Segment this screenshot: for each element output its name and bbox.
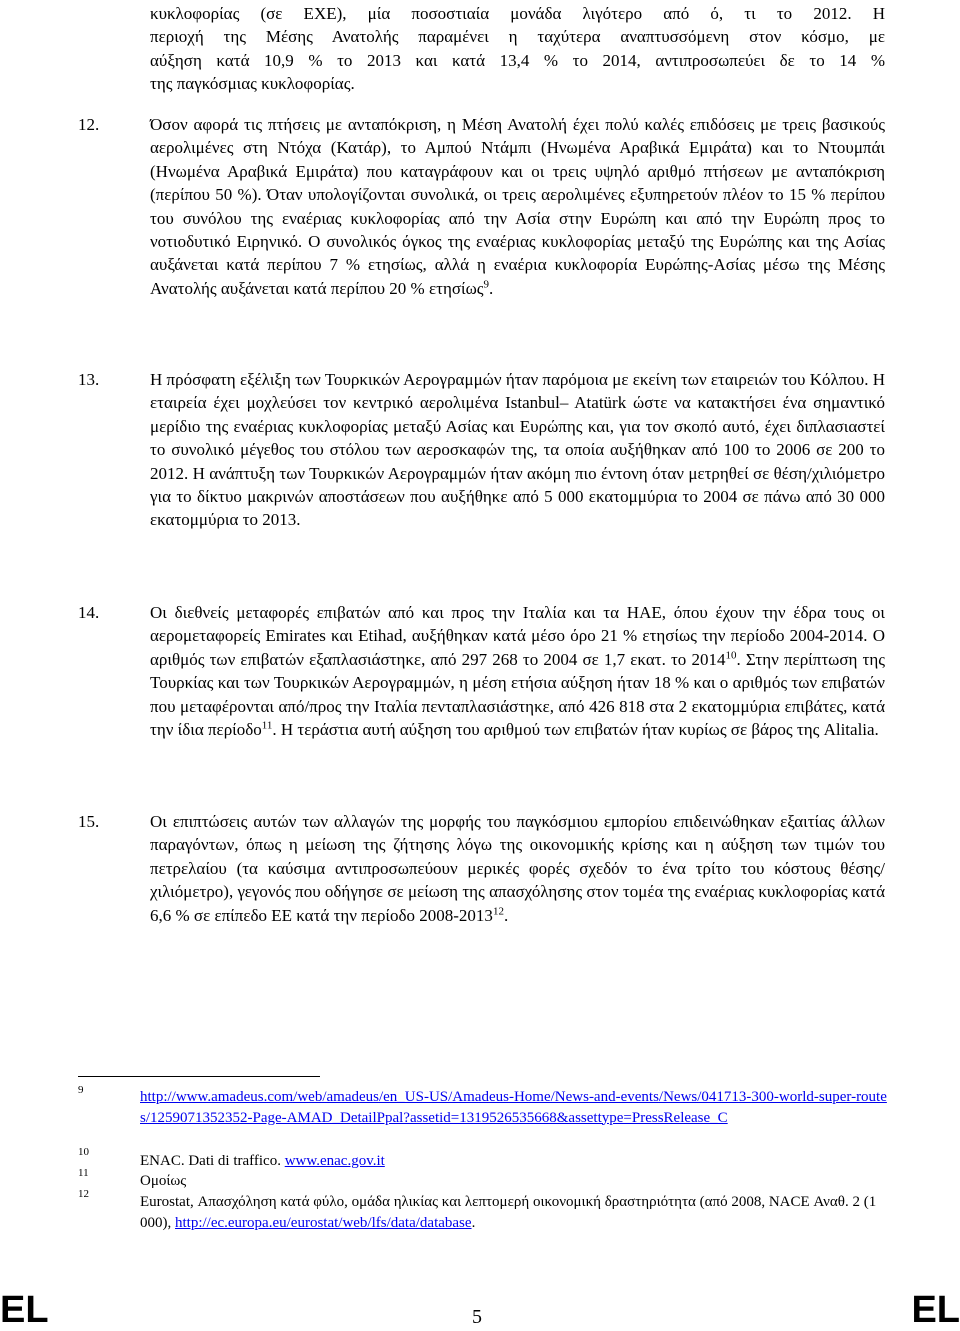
intro-line: της παγκόσμιας κυκλοφορίας. xyxy=(150,74,355,94)
footnote-number: 11 xyxy=(78,1167,89,1179)
paragraph-13: Η πρόσφατη εξέλιξη των Τουρκικών Αερογραμμών ήταν παρόμοια με εκείνη των εταιρειών του Κόλπου. Η εταιρεία έχει μοχλεύσει τον κεντρικό αερολιμένα Istanbul– Atatürk ώστε να κατακτήσει ένα σημαντικό μερίδιο της εναέριας κυκλοφορίας μεταξύ Ασίας και Ευρώπης και, για τον σκοπό αυτό, έχει διπλασιαστεί το συνολικό μέγεθος του στόλου των αεροσκαφών της, τα οποία αυξήθηκαν από 100 το 2006 σε 200 το 2012. Η ανάπτυξη των Τουρκικών Αερογραμμών ήταν ακόμη πιο έντονη όταν μετρηθεί σε θέση/χιλιόμετρο για το δίκτυο μακρινών αποστάσεων που αυξήθηκε από 5 000 εκατομμύρια το 2004 σε πάνω από 30 000 εκατομμύρια το 2013. xyxy=(150,370,885,530)
paragraph-text: Οι επιπτώσεις αυτών των αλλαγών της μορφής του παγκόσμιου εμπορίου επιδεινώθηκαν εξαιτίας άλλων παραγόντων, όπως η μείωση της ζήτησης λόγω της οικονομικής κρίσης και η αύξηση των τιμών του πετρελαίου (τα καύσιμα αντιπροσωπεύουν μερικές φορές σχεδόν το ένα τρίτο του κόστους θέσης/χιλιόμετρο), γεγονός που οδήγησε σε μείωση της απασχόλησης στον τομέα της εναέριας κυκλοφορίας κατά 6,6 % σε επίπεδο ΕΕ κατά την περίοδο 2008-2013 xyxy=(150,812,885,925)
footnote-text: Eurostat, Απασχόληση κατά φύλο, ομάδα ηλικίας και λεπτομερή οικονομική δραστηριότητα (από 2008, NACE Αναθ. 2 (1 000), xyxy=(140,1194,877,1231)
footnote-11: Ομοίως xyxy=(140,1173,187,1189)
paragraph-14 xyxy=(150,601,885,741)
footnote-reference[interactable]: 12 xyxy=(492,904,504,917)
footnote-link[interactable]: http://ec.europa.eu/eurostat/web/lfs/data/database xyxy=(175,1214,472,1231)
paragraph-number: 12. xyxy=(78,115,100,134)
paragraph-text: . Στην περίπτωση της Τουρκίας και των Τουρκικών Αερογραμμών, η μέση ετήσια αύξηση ήταν 18 % και ο αριθμός των επιβατών που μεταφέρονται από/προς την Ιταλία πενταπλασιάστηκε, από 426 818 στα 2 εκατομμύρια επιβάτες, κατά την ίδια περίοδο xyxy=(150,649,885,740)
intro-line: αύξηση κατά 10,9 % το 2013 και κατά 13,4 % το 2014, αντιπροσωπεύει δε το 14 % xyxy=(150,50,885,70)
intro-line: κυκλοφορίας (σε ΕΧΕ), μία ποσοστιαία μονάδα λιγότερο από ό, τι το 2012. Η xyxy=(150,4,885,23)
footnote-text: . xyxy=(471,1214,476,1231)
footnote-number: 9 xyxy=(78,1084,84,1096)
paragraph-text: Οι διεθνείς μεταφορές επιβατών από και προς την Ιταλία και τα ΗΑΕ, όπου έχουν την έδρα τους οι αερομεταφορείς Emirates και Etihad, αυξήθηκαν κατά μέσο όρο 21 % ετησίως την περίοδο 2004-2014. Ο αριθμός των επιβατών εξαπλασιάστηκε, από 297 268 το 2004 σε 1,7 εκατ. το 2014 xyxy=(150,603,885,669)
footnote-text: ENAC. Dati di traffico. xyxy=(140,1153,285,1169)
footnote-link[interactable]: www.enac.gov.it xyxy=(284,1153,385,1169)
intro-line: περιοχή της Μέσης Ανατολής παραμένει η ταχύτερα αναπτυσσόμενη στον κόσμο, με xyxy=(150,27,885,47)
paragraph-text: Όσον αφορά τις πτήσεις με ανταπόκριση, η Μέση Ανατολή έχει πολύ καλές επιδόσεις με τρεις βασικούς αερολιμένες στη Ντόχα (Κατάρ), το Αμπού Ντάμπι (Ηνωμένα Αραβικά Εμιράτα) και το Ντουμπάι (Ηνωμένα Αραβικά Εμιράτα) που καταγράφουν και οι τρεις υψηλό αριθμό πτήσεων με ανταπόκριση (περίπου 50 %). Όταν υπολογίζονται συνολικά, οι τρεις αερολιμένες εξυπηρετούν πλέον το 15 % περίπου του συνόλου της εναέριας κυκλοφορίας από την Ασία στην Ευρώπη και από την Ευρώπη προς το νοτιοδυτικό Ειρηνικό. Ο συνολικός όγκος της εναέριας κυκλοφορίας μεταξύ της Ευρώπης και της Ασίας αυξάνεται κατά περίπου 7 % ετησίως, αλλά η εναέρια κυκλοφορία Ευρώπης-Ασίας μέσω της Μέσης Ανατολής αυξάνεται κατά περίπου 20 % ετησίως xyxy=(150,115,885,298)
paragraph-text: . xyxy=(489,278,494,298)
paragraph-number: 13. xyxy=(78,370,100,389)
footnote-separator xyxy=(78,1076,320,1077)
footnote-9 xyxy=(140,1087,890,1128)
footnote-reference[interactable]: 9 xyxy=(483,278,489,291)
language-code-left: EL xyxy=(0,1289,49,1331)
footnote-reference[interactable]: 11 xyxy=(261,719,273,732)
paragraph-number: 14. xyxy=(78,603,100,622)
footnote-reference[interactable]: 10 xyxy=(725,649,737,662)
footnote-link[interactable]: http://www.amadeus.com/web/amadeus/en_US-US/Amadeus-Home/News-and-events/News/041713-300-world-super-routes/1259071352352-Page-AMAD_DetailPpal?assetid=1319526535668&assettype=PressRelease_C xyxy=(140,1089,887,1126)
footnote-number: 10 xyxy=(78,1146,89,1158)
paragraph-12 xyxy=(150,113,885,300)
paragraph-text: . xyxy=(503,905,509,925)
language-code-right: EL xyxy=(911,1289,960,1331)
paragraph-15 xyxy=(150,810,885,927)
footnote-10 xyxy=(140,1151,890,1172)
footnote-12 xyxy=(140,1192,890,1233)
page-number: 5 xyxy=(472,1306,482,1328)
footnote-number: 12 xyxy=(78,1188,89,1200)
paragraph-text: . Η τεράστια αυτή αύξηση του αριθμού των επιβατών ήταν κυρίως σε βάρος της Alitalia. xyxy=(272,720,879,740)
paragraph-number: 15. xyxy=(78,812,100,831)
intro-paragraph xyxy=(150,2,885,96)
